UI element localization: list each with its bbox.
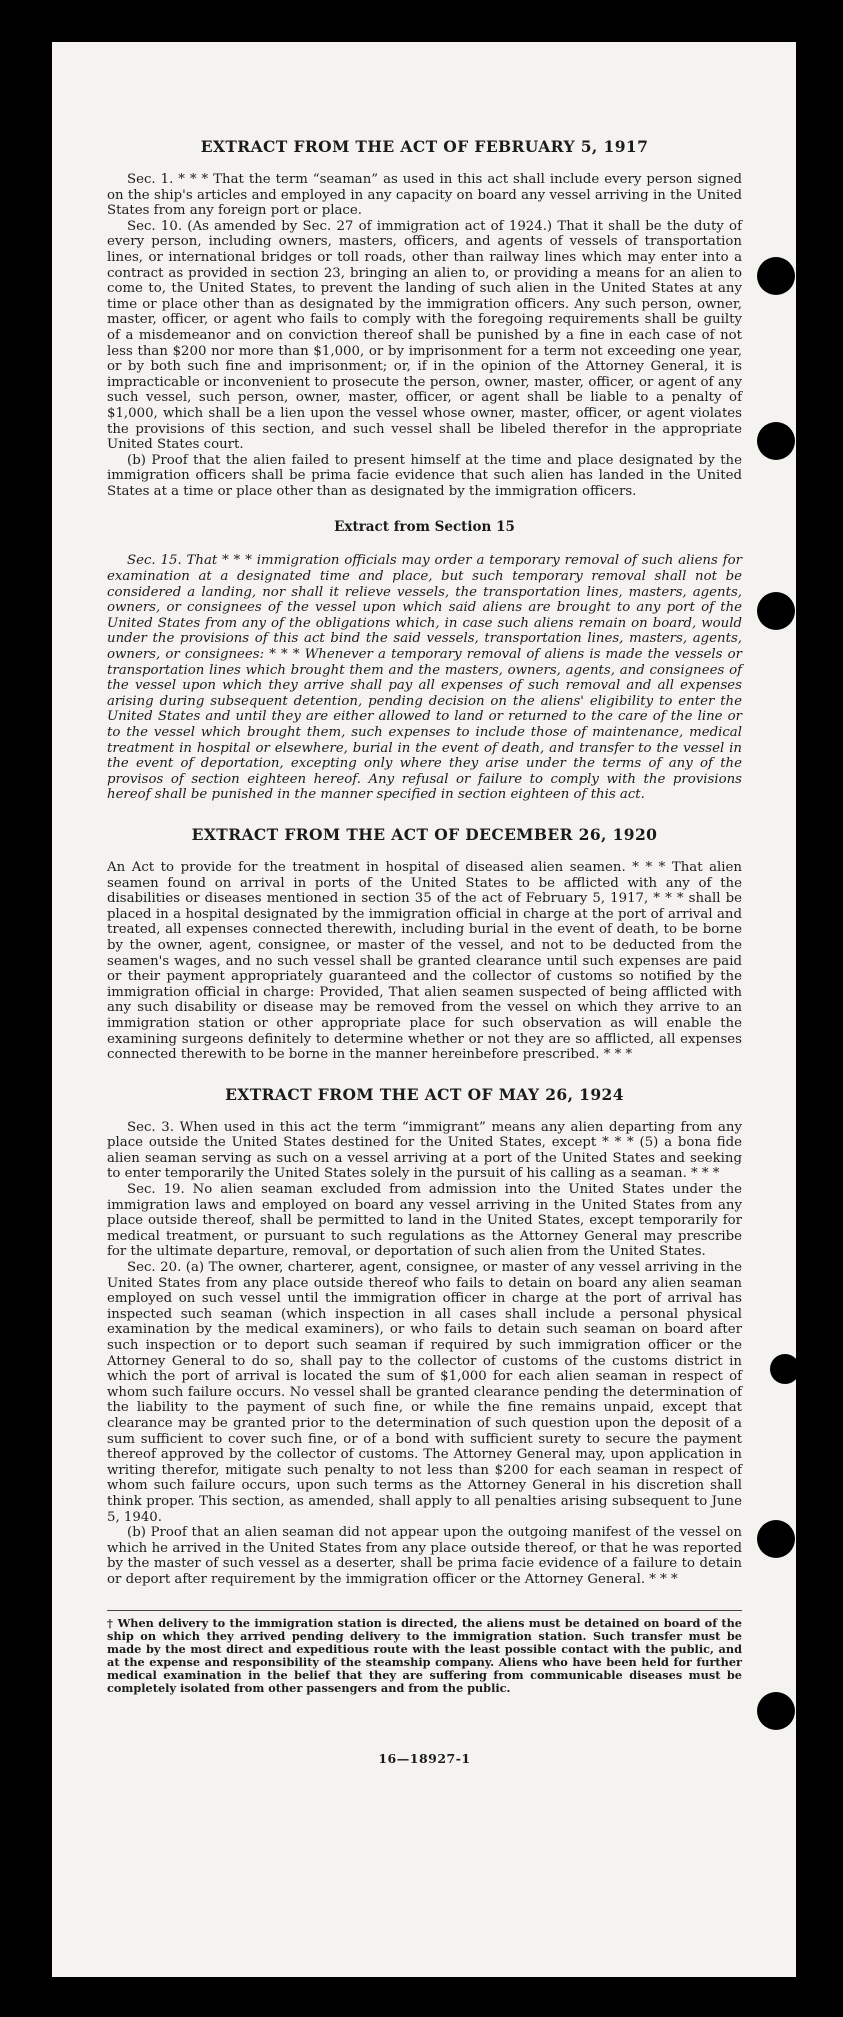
paragraph: Sec. 10. (As amended by Sec. 27 of immigration act of 1924.) That it shall be the duty of every person, including owners, masters, officers, and agents of vessels of transportation lines, or international bridges or toll roads, other than railway lines which may enter into a contract as provided in section 23, bringing an alien to, or providing a means for an alien to come to, the United States, to prevent the landing of such alien in the United States at any time or place other than as designated by the immigration officers. Any such person, owner, master, officer, or agent who fails to comply with the foregoing requirements shall be guilty of a misdemeanor and on conviction thereof shall be punished by a fine in each case of not less than $200 nor more than $1,000, or by imprisonment for a term not exceeding one year, or by both such fine and imprisonment; or, if in the opinion of the Attorney General, it is impracticable or inconvenient to prosecute the person, owner, master, officer, or agent of any such vessel, such person, owner, master, officer, or agent shall be liable to a penalty of $1,000, which shall be a lien upon the vessel whose owner, master, officer, or agent violates the provisions of this section, and such vessel shall be libeled therefor in the appropriate United States court. <box>107 218 742 453</box>
section-extract-15 <box>107 519 742 803</box>
footnote: † When delivery to the immigration station is directed, the aliens must be detained on board of the ship on which they arrived pending delivery to the immigration station. Such transfer must be made by the most direct and expeditious route with the least possible contact with the public, and at the expense and responsibility of the steamship company. Aliens who have been held for further medical examination in the belief that they are suffering from communicable diseases must be completely isolated from other passengers and from the public. <box>107 1610 742 1695</box>
paragraph: Sec. 20. (a) The owner, charterer, agent, consignee, or master of any vessel arriving in the United States from any place outside thereof who fails to detain on board any alien seaman employed on such vessel until the immigration officer in charge at the port of arrival has inspected such seaman (which inspection in all cases shall include a personal physical examination by the medical examiners), or who fails to detain such seaman on board after such inspection or to deport such seaman if required by such immigration officer or the Attorney General to do so, shall pay to the collector of customs of the customs district in which the port of arrival is located the sum of $1,000 for each alien seaman in respect of whom such failure occurs. No vessel shall be granted clearance pending the determination of the liability to the payment of such fine, or while the fine remains unpaid, except that clearance may be granted prior to the determination of such question upon the deposit of a sum sufficient to cover such fine, or of a bond with sufficient surety to secure the payment thereof approved by the collector of customs. The Attorney General may, upon application in writing therefor, mitigate such penalty to not less than $200 for each seaman in respect of whom such failure occurs, upon such terms as the Attorney General in his discretion shall think proper. This section, as amended, shall apply to all penalties arising subsequent to June 5, 1940. <box>107 1260 742 1525</box>
section-act-1920 <box>107 825 742 1063</box>
paragraph: An Act to provide for the treatment in hospital of diseased alien seamen. * * * That alien seamen found on arrival in ports of the United States to be afflicted with any of the disabilities or diseases mentioned in section 35 of the act of February 5, 1917, * * * shall be placed in a hospital designated by the immigration official in charge at the port of arrival and treated, all expenses connected therewith, including burial in the event of death, to be borne by the owner, agent, consignee, or master of the vessel, and not to be deducted from the seamen's wages, and no such vessel shall be granted clearance until such expenses are paid or their payment appropriately guaranteed and the collector of customs so notified by the immigration official in charge: Provided, That alien seamen suspected of being afflicted with any such disability or disease may be removed from the vessel on which they arrive to an immigration station or other appropriate place for such observation as will enable the examining surgeons definitely to determine whether or not they are so afflicted, all expenses connected therewith to be borne in the manner hereinbefore prescribed. * * * <box>107 859 742 1063</box>
section-act-1917 <box>107 137 742 499</box>
paragraph: Sec. 19. No alien seaman excluded from admission into the United States under the immigration laws and employed on board any vessel arriving in the United States from any place outside thereof, shall be permitted to land in the United States, except temporarily for medical treatment, or pursuant to such regulations as the Attorney General may prescribe for the ultimate departure, removal, or deportation of such alien from the United States. <box>107 1182 742 1260</box>
section-act-1924 <box>107 1085 742 1588</box>
section-heading: EXTRACT FROM THE ACT OF DECEMBER 26, 1920 <box>191 824 658 844</box>
punch-hole <box>757 1520 795 1558</box>
punch-hole <box>757 592 795 630</box>
section-heading: Extract from Section 15 <box>334 519 515 536</box>
form-number: 16—18927-1 <box>378 1750 471 1766</box>
punch-hole <box>757 257 795 295</box>
punch-hole <box>770 1354 796 1384</box>
document-page <box>52 42 796 1977</box>
paragraph: Sec. 15. That * * * immigration officials may order a temporary removal of such aliens for examination at a designated time and place, but such temporary removal shall not be considered a landing, nor shall it relieve vessels, the transportation lines, masters, agents, owners, or consignees of the vessel upon which said aliens are brought to any port of the United States from any of the obligations which, in case such aliens remain on board, would under the provisions of this act bind the said vessels, transportation lines, masters, agents, owners, or consignees: * * * Whenever a temporary removal of aliens is made the vessels or transportation lines which brought them and the masters, owners, agents, and consignees of the vessel upon which they arrive shall pay all expenses of such removal and all expenses arising during subsequent detention, pending decision on the aliens' eligibility to enter the United States and until they are either allowed to land or returned to the care of the line or to the vessel which brought them, such expenses to include those of maintenance, medical treatment in hospital or elsewhere, burial in the event of death, and transfer to the vessel in the event of deportation, excepting only where they arise under the terms of any of the provisos of section eighteen hereof. Any refusal or failure to comply with the provisions hereof shall be punished in the manner specified in section eighteen of this act. <box>107 553 742 803</box>
section-heading: EXTRACT FROM THE ACT OF MAY 26, 1924 <box>225 1084 624 1104</box>
paragraph: Sec. 1. * * * That the term “seaman” as used in this act shall include every person signed on the ship's articles and employed in any capacity on board any vessel arriving in the United States from any foreign port or place. <box>107 172 742 219</box>
paragraph: (b) Proof that an alien seaman did not appear upon the outgoing manifest of the vessel on which he arrived in the United States from any place outside thereof, or that he was reported by the master of such vessel as a deserter, shall be prima facie evidence of a failure to detain or deport after requirement by the immigration officer or the Attorney General. * * * <box>107 1525 742 1587</box>
section-heading: EXTRACT FROM THE ACT OF FEBRUARY 5, 1917 <box>200 137 649 156</box>
paragraph: (b) Proof that the alien failed to present himself at the time and place designated by the immigration officers shall be prima facie evidence that such alien has landed in the United States at a time or place other than as designated by the immigration officers. <box>107 452 742 499</box>
paragraph: Sec. 3. When used in this act the term “immigrant” means any alien departing from any place outside the United States destined for the United States, except * * * (5) a bona fide alien seaman serving as such on a vessel arriving at a port of the United States and seeking to enter temporarily the United States solely in the pursuit of his calling as a seaman. * * * <box>107 1119 742 1182</box>
punch-hole <box>757 422 795 460</box>
punch-hole <box>757 1692 795 1730</box>
